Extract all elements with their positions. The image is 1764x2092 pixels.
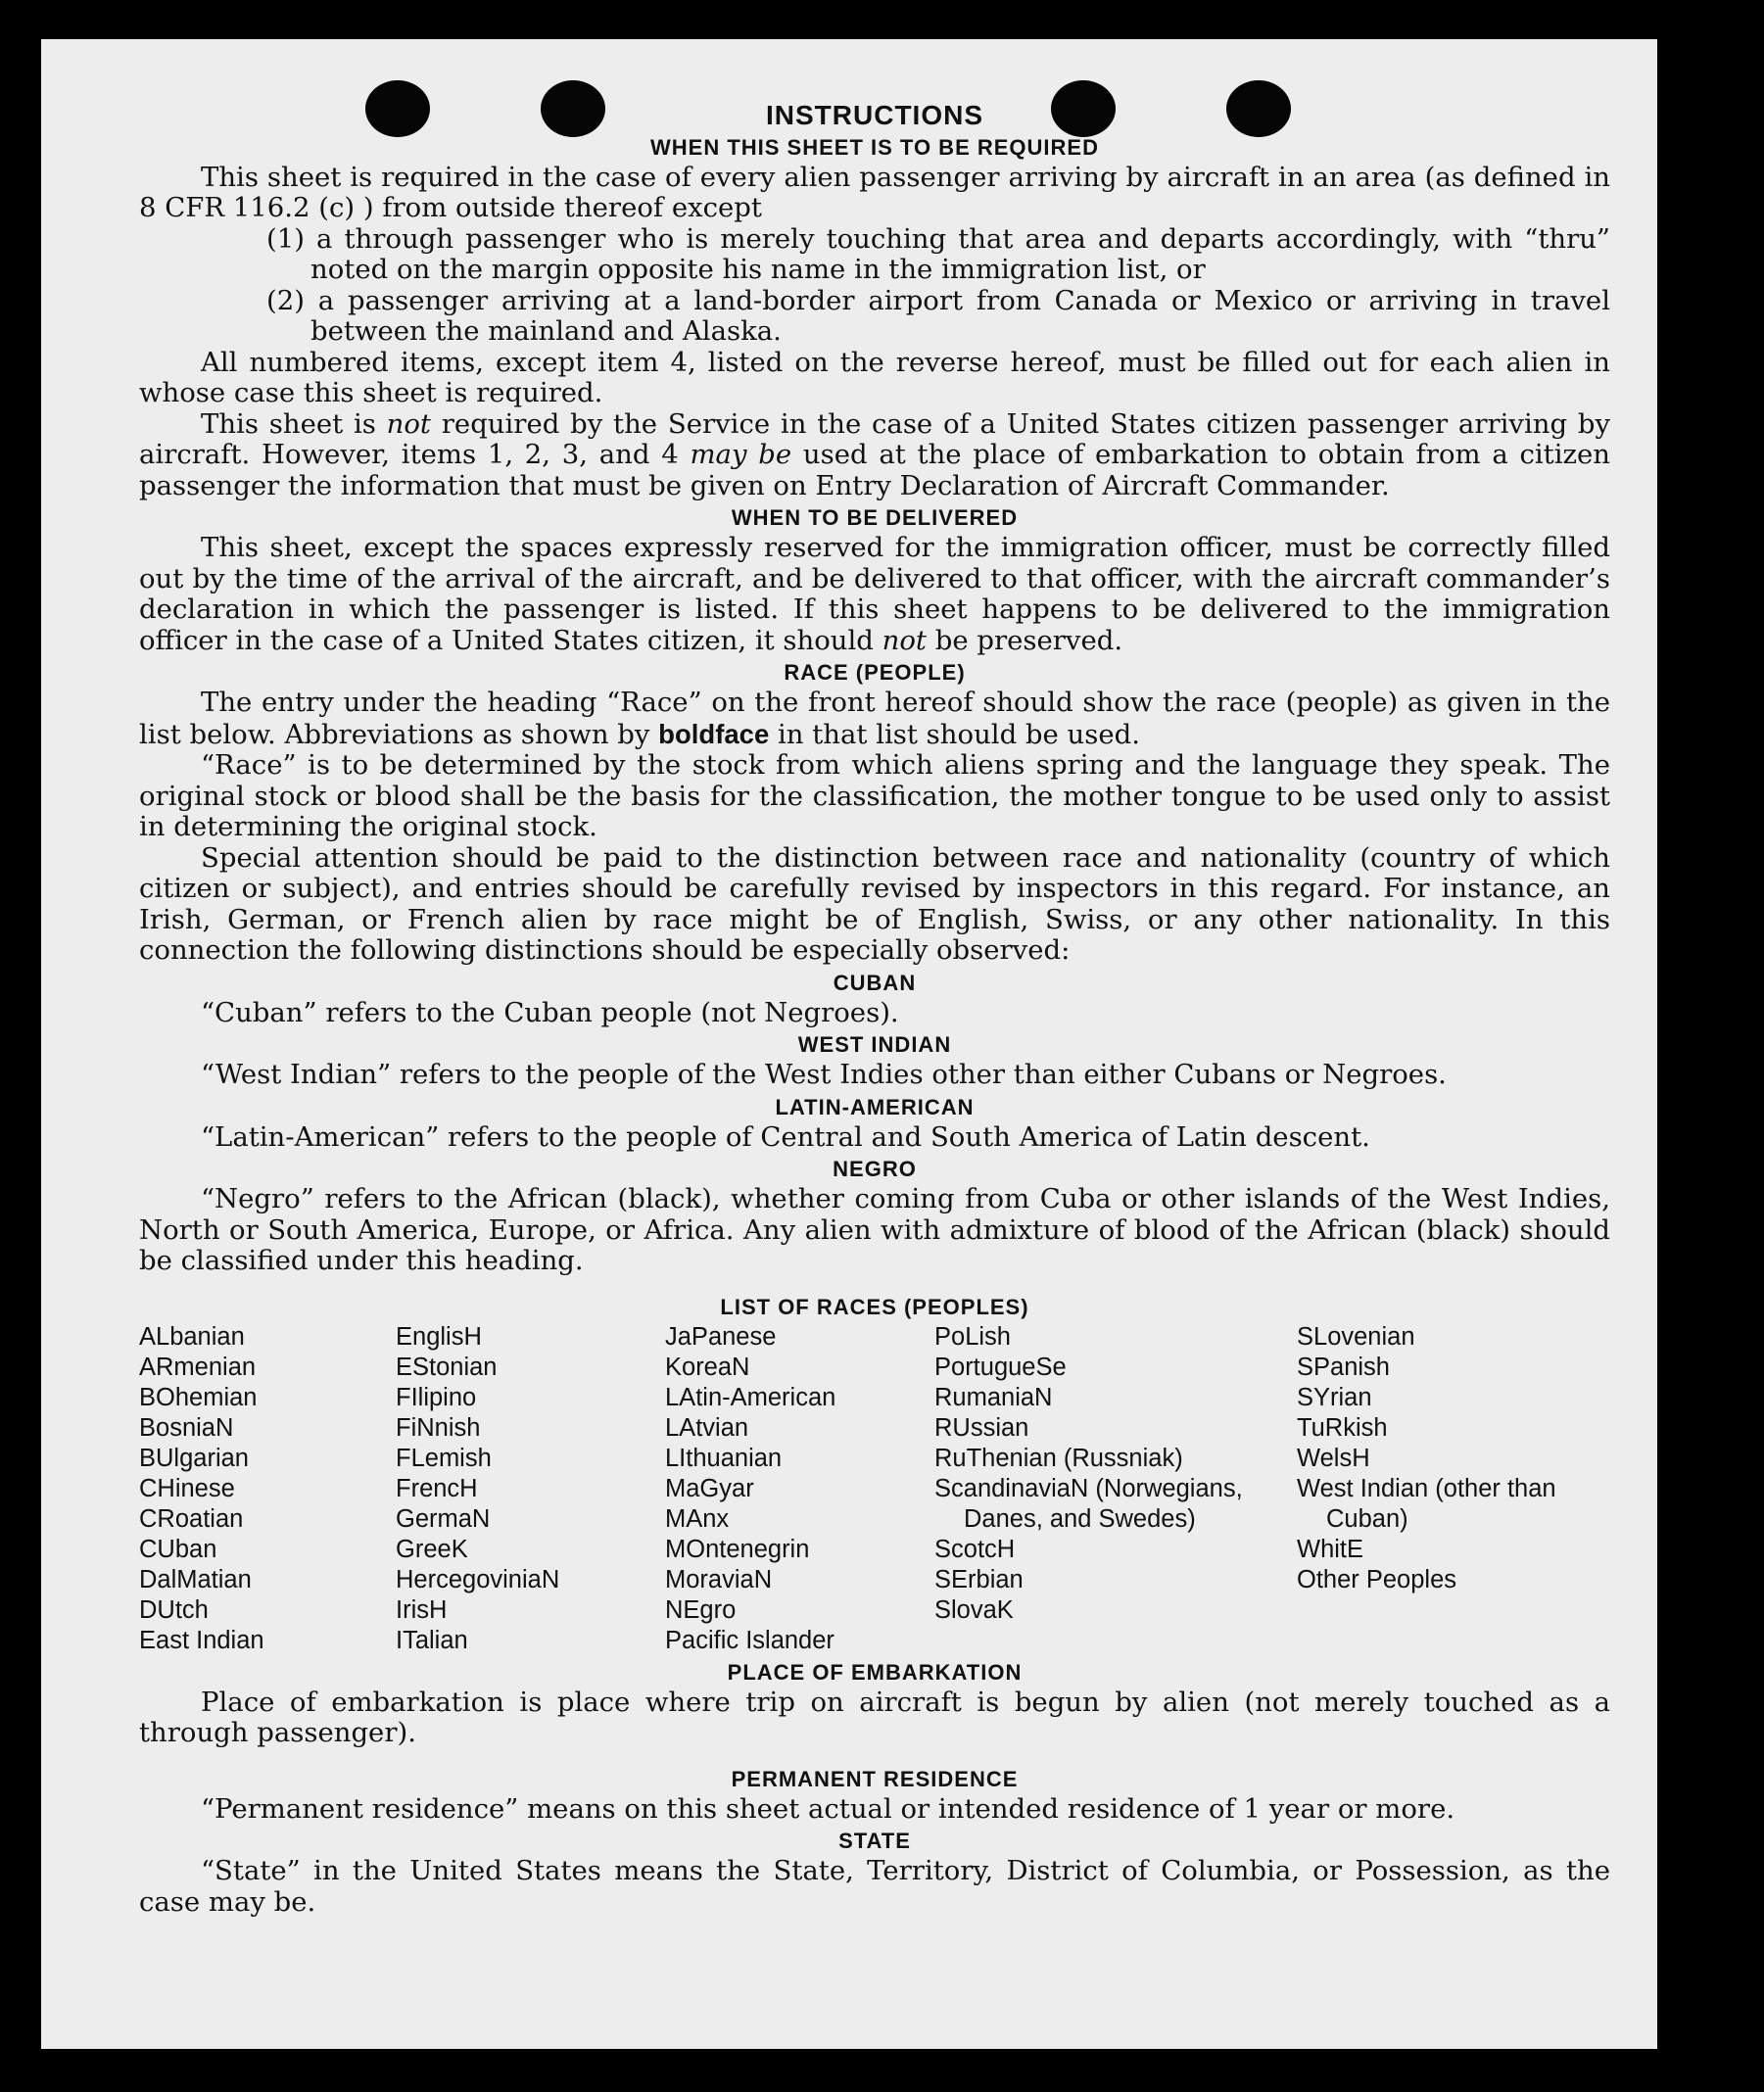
delivered-para	[139, 533, 1610, 656]
race-item: FiNnish	[396, 1413, 481, 1442]
race-item: PoLish	[934, 1322, 1011, 1351]
race-item: East Indian	[139, 1626, 264, 1654]
race-item: FLemish	[396, 1444, 492, 1472]
section-heading-race: RACE (PEOPLE)	[784, 660, 966, 685]
race-item: LAtin-American	[665, 1383, 836, 1411]
required-item-1: (1) a through passenger who is merely touching that area and departs accordingly, with “thru” noted on the margin opposite his name in the immigration list, or	[266, 222, 1610, 285]
race-item: HercegoviniaN	[396, 1565, 560, 1593]
race-item: CHinese	[139, 1474, 235, 1502]
race-item: MaGyar	[665, 1474, 754, 1502]
race-item: MOntenegrin	[665, 1535, 810, 1563]
race-item: TuRkish	[1297, 1413, 1388, 1442]
race-item: RumaniaN	[934, 1383, 1053, 1411]
race-item: LAtvian	[665, 1413, 749, 1442]
races-column	[665, 1322, 934, 1656]
race-item: KoreaN	[665, 1353, 750, 1381]
required-para-3	[139, 409, 1610, 502]
section-heading-delivered: WHEN TO BE DELIVERED	[731, 505, 1019, 530]
race-item: FIlipino	[396, 1383, 477, 1411]
race-item: WhitE	[1297, 1535, 1364, 1563]
race-item: SLovenian	[1297, 1322, 1415, 1351]
race-para-2: “Race” is to be determined by the stock from which aliens spring and the language they speak. The original stock or blood shall be the basis for the classification, the mother tongue to be used only to assist in determining the original stock.	[139, 749, 1610, 842]
race-item: SErbian	[934, 1565, 1024, 1593]
races-column	[139, 1322, 396, 1656]
race-item: ALbanian	[139, 1322, 245, 1351]
race-item: Pacific Islander	[665, 1626, 834, 1654]
section-heading-cuban: CUBAN	[833, 970, 917, 995]
negro-text: “Negro” refers to the African (black), whether coming from Cuba or other islands of the West Indies, North or South America, Europe, or Africa. Any alien with admixture of blood of the African (black) should be classified under this heading.	[139, 1183, 1610, 1276]
text-run: This sheet, except the spaces expressly reserved for the immigration officer, must be correctly filled out by the time of the arrival of the aircraft, and be delivered to that officer, with the aircraft commander’s declaration in which the passenger is listed. If this sheet happens to be delivered to the immigration officer in the case of a United States citizen, it should	[139, 532, 1610, 656]
race-item: LIthuanian	[665, 1444, 783, 1472]
race-item: RuThenian (Russniak)	[934, 1444, 1183, 1472]
instructions-content	[139, 100, 1610, 1918]
cuban-text: “Cuban” refers to the Cuban people (not Negroes).	[201, 996, 899, 1028]
race-item: BosniaN	[139, 1413, 234, 1442]
text-run: used at the place of embarkation to obtain from a citizen passenger the information that must be given on Entry Declaration of Aircraft Commander.	[139, 439, 1610, 501]
required-intro: This sheet is required in the case of every alien passenger arriving by aircraft in an area (as defined in 8 CFR 116.2 (c) ) from outside thereof except	[139, 161, 1610, 223]
state-text: “State” in the United States means the State, Territory, District of Columbia, or Possession, as the case may be.	[139, 1855, 1610, 1918]
section-heading-state: STATE	[838, 1829, 911, 1853]
emphasis-may-be: may be	[690, 439, 792, 470]
race-item: PortugueSe	[934, 1353, 1067, 1381]
emphasis-not: not	[882, 624, 927, 656]
text-run: The entry under the heading “Race” on the front hereof should show the race (people) as given in the list below. Abbreviations as shown by	[139, 687, 1610, 750]
race-item: ScandinaviaN (Norwegians, Danes, and Swedes)	[934, 1474, 1243, 1533]
race-item: EnglisH	[396, 1322, 482, 1351]
emphasis-not: not	[386, 407, 431, 440]
races-column	[934, 1322, 1297, 1656]
section-heading-required: WHEN THIS SHEET IS TO BE REQUIRED	[650, 134, 1099, 160]
race-item: IrisH	[396, 1595, 448, 1624]
race-item: SlovaK	[934, 1595, 1014, 1624]
race-item: CRoatian	[139, 1504, 244, 1533]
races-column	[1297, 1322, 1610, 1656]
text-run: be preserved.	[926, 624, 1123, 656]
race-item: West Indian (other than Cuban)	[1297, 1474, 1556, 1533]
race-item: ScotcH	[934, 1535, 1016, 1563]
races-column	[396, 1322, 665, 1656]
race-item: DUtch	[139, 1595, 209, 1624]
race-item: WelsH	[1297, 1444, 1370, 1472]
section-heading-list-of-races: LIST OF RACES (PEOPLES)	[720, 1294, 1029, 1319]
text-run: This sheet is	[201, 407, 387, 440]
race-item: GermaN	[396, 1504, 491, 1533]
embarkation-text: Place of embarkation is place where trip on aircraft is begun by alien (not merely touched as a through passenger).	[139, 1686, 1610, 1748]
race-item: ARmenian	[139, 1353, 257, 1381]
race-item: SPanish	[1297, 1353, 1390, 1381]
race-item: JaPanese	[665, 1322, 777, 1351]
race-item: MoraviaN	[665, 1565, 773, 1593]
race-para-1	[139, 688, 1610, 750]
race-item: BOhemian	[139, 1383, 258, 1411]
race-item: CUban	[139, 1535, 217, 1563]
race-item: EStonian	[396, 1353, 498, 1381]
races-list	[139, 1322, 1610, 1656]
text-run: required by the Service in the case of a United States citizen passenger arriving by aircraft. However, items 1, 2, 3, and 4	[139, 407, 1610, 470]
section-heading-negro: NEGRO	[833, 1157, 917, 1181]
race-item: RUssian	[934, 1413, 1029, 1442]
race-item: Other Peoples	[1297, 1565, 1457, 1593]
section-heading-permanent-residence: PERMANENT RESIDENCE	[731, 1766, 1019, 1791]
section-heading-latin-american: LATIN-AMERICAN	[775, 1094, 975, 1119]
race-para-3: Special attention should be paid to the distinction between race and nationality (country of which citizen or subject), and entries should be carefully revised by inspectors in this regard. For instance, an Irish, German, or French alien by race might be of English, Swiss, or any other nationality. In this connection the following distinctions should be especially observed:	[139, 841, 1610, 966]
west-indian-text: “West Indian” refers to the people of the West Indies other than either Cubans or Negroes.	[201, 1059, 1447, 1090]
form-sheet	[41, 39, 1657, 2049]
race-item: GreeK	[396, 1535, 468, 1563]
race-item: NEgro	[665, 1595, 737, 1624]
latin-american-text: “Latin-American” refers to the people of Central and South America of Latin descent.	[201, 1120, 1370, 1153]
race-item: MAnx	[665, 1504, 730, 1533]
race-item: SYrian	[1297, 1383, 1372, 1411]
race-item: DalMatian	[139, 1565, 252, 1593]
section-heading-west-indian: WEST INDIAN	[797, 1032, 952, 1057]
residence-text: “Permanent residence” means on this sheet actual or intended residence of 1 year or more.	[201, 1792, 1455, 1825]
text-run: in that list should be used.	[769, 718, 1140, 750]
boldface-word: boldface	[658, 718, 770, 749]
race-item: FrencH	[396, 1474, 478, 1502]
race-item: ITalian	[396, 1626, 468, 1654]
race-item: BUlgarian	[139, 1444, 249, 1472]
section-heading-embarkation: PLACE OF EMBARKATION	[727, 1659, 1023, 1685]
page-title: INSTRUCTIONS	[766, 100, 983, 130]
required-para-2: All numbered items, except item 4, listed on the reverse hereof, must be filled out for each alien in whose case this sheet is required.	[139, 346, 1610, 408]
required-item-2: (2) a passenger arriving at a land-border airport from Canada or Mexico or arriving in travel between the mainland and Alaska.	[266, 284, 1610, 347]
